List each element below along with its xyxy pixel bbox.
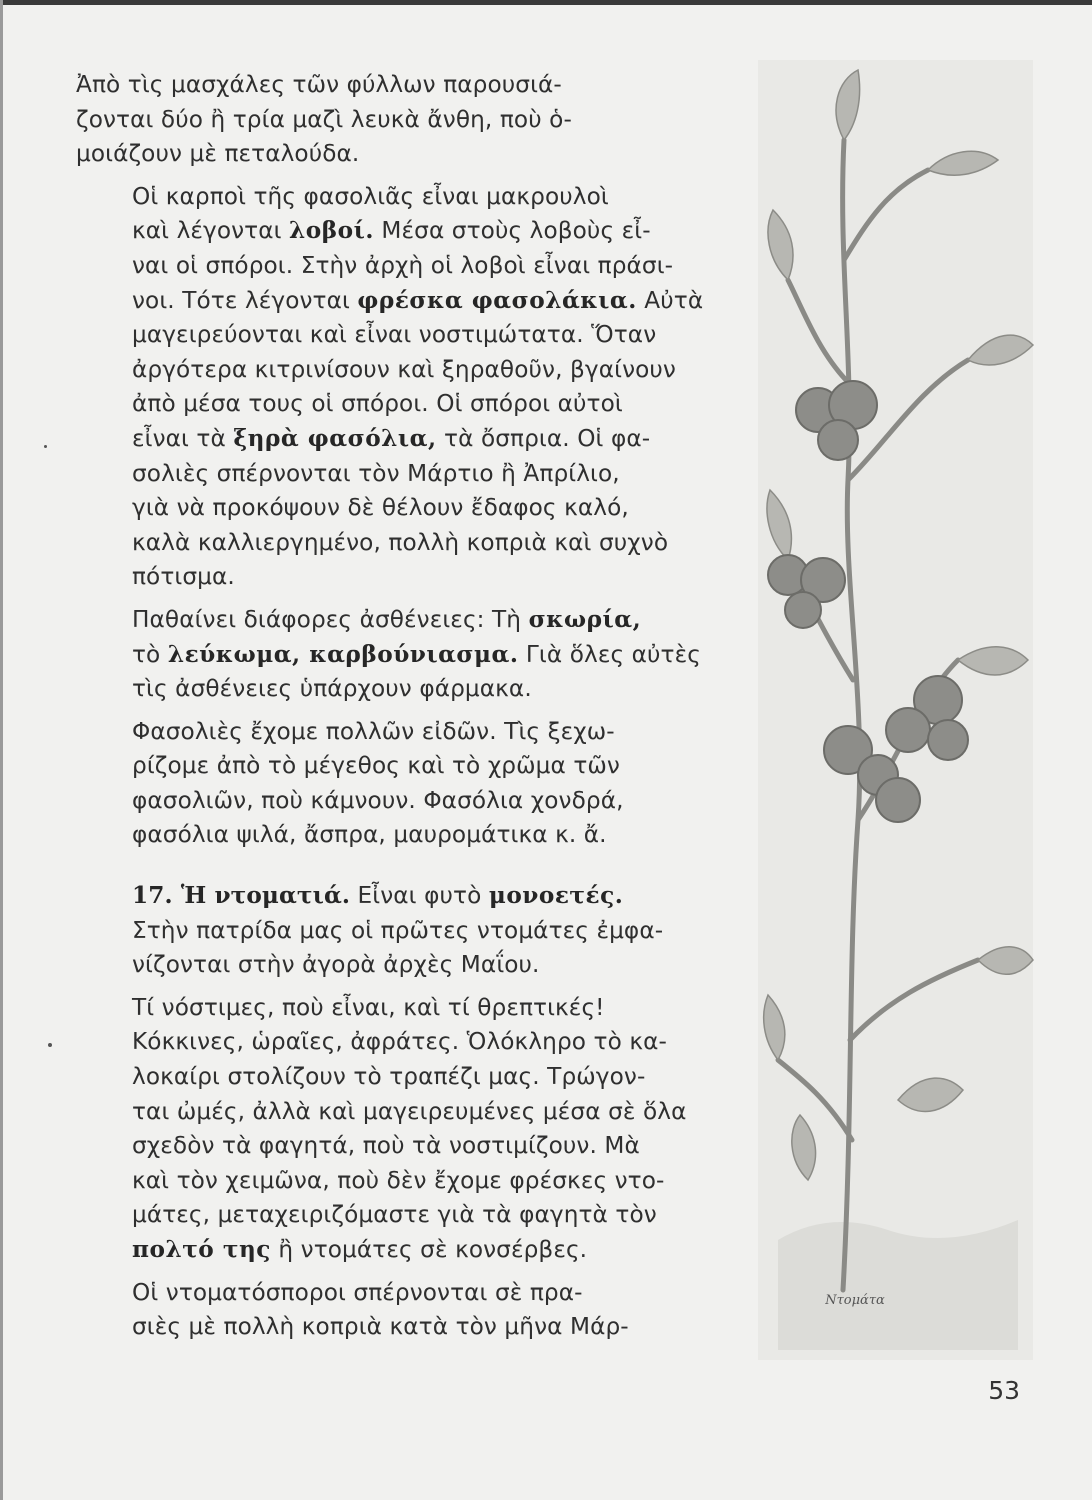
top-scan-edge: [0, 0, 1092, 5]
bold-term: πολτό της: [132, 1236, 271, 1263]
text-line: Στὴν πατρίδα μας οἱ πρῶτες ντομάτες ἐμφα-: [132, 916, 664, 944]
paragraph-tomato-sowing: [76, 1276, 718, 1345]
text-line: ναι οἱ σπόροι. Στὴν ἀρχὴ οἱ λοβοὶ εἶναι πράσι-: [132, 251, 674, 279]
paragraph-pods: [76, 180, 718, 595]
text-line: τὶς ἀσθένειες ὑπάρχουν φάρμακα.: [132, 675, 532, 703]
text-line: πότισμα.: [132, 563, 235, 591]
text-line: ρίζομε ἀπὸ τὸ μέγεθος καὶ τὸ χρῶμα τῶν: [132, 752, 620, 780]
bold-term: ξηρὰ φασόλια,: [233, 424, 437, 452]
paragraph-varieties: [76, 715, 718, 853]
text-line: ἀπὸ μέσα τους οἱ σπόροι. Οἱ σπόροι αὐτοὶ: [132, 390, 623, 418]
text-line: [76, 879, 718, 914]
text-line: [76, 603, 718, 638]
text-line: [76, 422, 718, 457]
text-line: [76, 284, 718, 319]
text-column: [76, 68, 718, 1345]
text-run: εἶναι τὰ: [132, 424, 234, 452]
text-run: Παθαίνει διάφορες ἀσθένειες: Τὴ: [132, 605, 529, 633]
text-run: ἢ ντομάτες σὲ κονσέρβες.: [270, 1236, 588, 1263]
page-number: 53: [988, 1376, 1020, 1405]
bold-term: λεύκωμα, καρβούνιασμα.: [167, 640, 519, 668]
left-scan-edge: [0, 0, 3, 1500]
scan-speck: [44, 445, 47, 448]
text-line: ἀργότερα κιτρινίσουν καὶ ξηραθοῦν, βγαίνουν: [132, 355, 676, 383]
text-line: [76, 638, 718, 673]
text-line: νίζονται στὴν ἀγορὰ ἀρχὲς Μαΐου.: [132, 951, 540, 979]
text-line: μοιάζουν μὲ πεταλούδα.: [76, 140, 360, 168]
text-line: φασολιῶν, ποὺ κάμνουν. Φασόλια χονδρά,: [132, 786, 624, 814]
scan-speck: [48, 1043, 52, 1047]
text-line: μαγειρεύονται καὶ εἶναι νοστιμώτατα. Ὅταν: [132, 321, 657, 349]
text-line: καλὰ καλλιεργημένο, πολλὴ κοπριὰ καὶ συχνὸ: [132, 528, 669, 556]
text-line: [76, 214, 718, 249]
text-line: ζονται δύο ἢ τρία μαζὶ λευκὰ ἄνθη, ποὺ ὁ-: [76, 105, 572, 133]
text-line: γιὰ νὰ προκόψουν δὲ θέλουν ἔδαφος καλό,: [132, 494, 629, 522]
text-line: σολιὲς σπέρνονται τὸν Μάρτιο ἢ Ἀπρίλιο,: [132, 459, 620, 487]
paragraph-tomato-uses: [76, 991, 718, 1268]
text-run: τὰ ὄσπρια. Οἱ φα-: [436, 424, 651, 452]
text-run: τὸ: [132, 640, 168, 668]
paragraph-flowers: [76, 68, 718, 172]
text-line: μάτες, μεταχειριζόμαστε γιὰ τὰ φαγητὰ τὸν: [132, 1201, 657, 1229]
text-line: [76, 1233, 718, 1268]
section-17-tomato: [76, 879, 718, 983]
text-line: Οἱ καρποὶ τῆς φασολιᾶς εἶναι μακρουλοὶ: [132, 182, 609, 210]
illustration-caption: Ντομάτα: [825, 1293, 885, 1308]
text-run: Μέσα στοὺς λοβοὺς εἶ-: [373, 217, 651, 245]
bold-term: φρέσκα φασολάκια.: [357, 286, 637, 314]
text-line: Οἱ ντοματόσποροι σπέρνονται σὲ πρα-: [132, 1278, 583, 1306]
text-line: Τί νόστιμες, ποὺ εἶναι, καὶ τί θρεπτικές!: [132, 993, 605, 1021]
paragraph-diseases: [76, 603, 718, 707]
text-run: Εἶναι φυτὸ: [350, 882, 489, 910]
text-run: Αὐτὰ: [636, 286, 704, 314]
bold-term: σκωρία,: [528, 605, 642, 633]
text-line: ται ὠμές, ἀλλὰ καὶ μαγειρευμένες μέσα σὲ ὅλα: [132, 1097, 687, 1125]
bold-term: λοβοί.: [289, 217, 374, 245]
text-line: λοκαίρι στολίζουν τὸ τραπέζι μας. Τρώγον-: [132, 1063, 646, 1091]
text-line: σχεδὸν τὰ φαγητά, ποὺ τὰ νοστιμίζουν. Μὰ: [132, 1132, 640, 1160]
text-run: νοι. Τότε λέγονται: [132, 286, 358, 314]
bold-term: μονοετές.: [488, 882, 624, 910]
text-run: Γιὰ ὅλες αὐτὲς: [518, 640, 701, 668]
text-line: καὶ τὸν χειμῶνα, ποὺ δὲν ἔχομε φρέσκες ντο-: [132, 1166, 665, 1194]
text-line: Ἀπὸ τὶς μασχάλες τῶν φύλλων παρουσιά-: [76, 71, 562, 98]
text-run: καὶ λέγονται: [132, 217, 290, 245]
text-line: Κόκκινες, ὡραῖες, ἀφράτες. Ὁλόκληρο τὸ κα-: [132, 1028, 667, 1056]
tomato-plant-illustration: [748, 60, 1038, 1360]
text-line: σιὲς μὲ πολλὴ κοπριὰ κατὰ τὸν μῆνα Μάρ-: [132, 1313, 629, 1341]
text-line: φασόλια ψιλά, ἄσπρα, μαυρομάτικα κ. ἄ.: [132, 821, 607, 849]
section-heading: 17. Ἡ ντοματιά.: [132, 882, 351, 910]
text-line: Φασολιὲς ἔχομε πολλῶν εἰδῶν. Τὶς ξεχω-: [132, 717, 615, 745]
